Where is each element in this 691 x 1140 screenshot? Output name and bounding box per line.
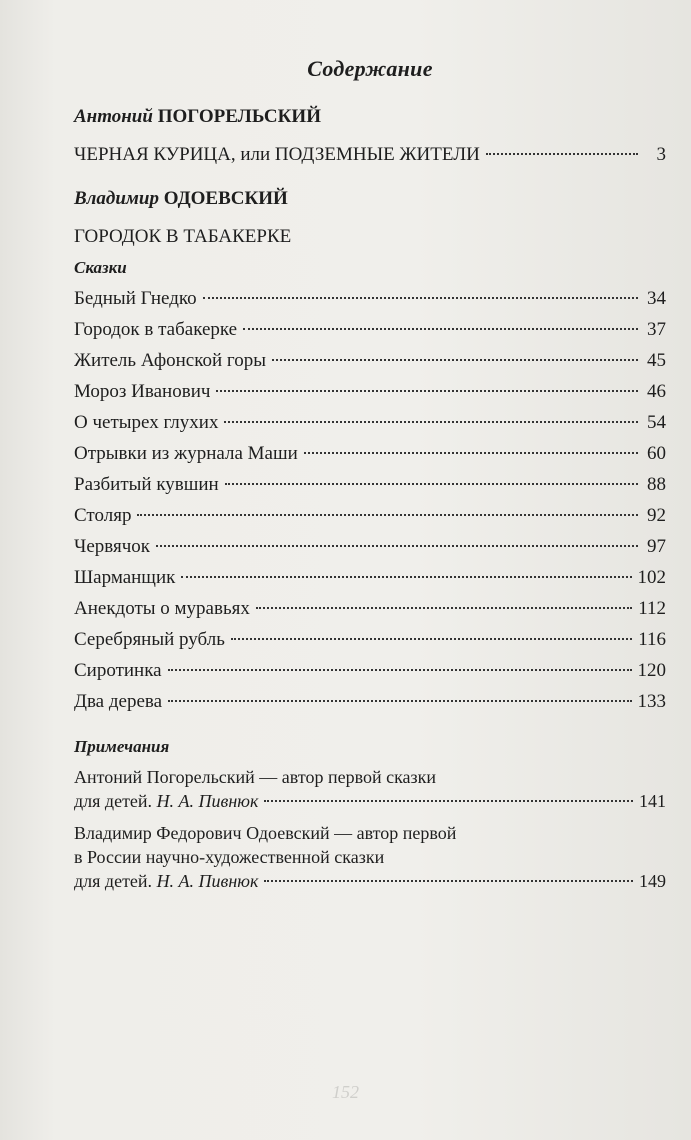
notes-label: Примечания — [74, 737, 170, 756]
dot-leader — [486, 153, 638, 155]
page-number: 152 — [332, 1082, 359, 1102]
page-title: Содержание — [307, 56, 433, 81]
entry-title: Сиротинка — [74, 660, 162, 681]
entry-page: 141 — [639, 791, 666, 811]
toc-entry[interactable] — [74, 627, 666, 653]
note-line-start — [74, 789, 258, 813]
note-line: Антоний Погорельский — автор первой сказки — [74, 767, 437, 787]
author-last-name: ОДОЕВСКИЙ — [163, 188, 288, 209]
author-heading — [74, 188, 666, 210]
entry-page: 34 — [647, 288, 666, 309]
note-line-start — [74, 869, 258, 893]
entry-title: Отрывки из журнала Маши — [74, 443, 298, 464]
entry-page: 112 — [638, 598, 666, 619]
author-first-name: Антоний — [74, 106, 153, 127]
dot-leader — [272, 359, 638, 361]
entry-title: Серебряный рубль — [74, 629, 225, 650]
entry-title: Городок в табакерке — [74, 319, 238, 340]
note-last-line — [74, 869, 666, 893]
toc-entry[interactable] — [74, 348, 666, 374]
entry-page: 120 — [637, 660, 666, 681]
author-first-name: Владимир — [74, 188, 159, 209]
entry-title: Столяр — [74, 505, 132, 526]
author-heading — [74, 106, 666, 128]
entry-page: 3 — [656, 144, 666, 165]
entry-title: Два дерева — [74, 691, 163, 712]
section-odoevsky — [74, 188, 666, 715]
note-plain: для детей. — [74, 791, 153, 811]
dot-leader — [168, 700, 631, 702]
entry-title: Червячок — [74, 536, 151, 557]
toc-entry[interactable] — [74, 142, 666, 168]
note-line: в России научно-художественной сказки — [74, 847, 385, 867]
entry-title: Разбитый кувшин — [74, 474, 219, 495]
note-last-line — [74, 789, 666, 813]
collection-title: ГОРОДОК В ТАБАКЕРКЕ — [74, 226, 292, 247]
entry-page: 45 — [647, 350, 666, 371]
toc-entry[interactable] — [74, 286, 666, 312]
entry-page: 60 — [647, 443, 666, 464]
entry-page: 102 — [637, 567, 666, 588]
note-entry[interactable] — [74, 821, 666, 893]
dot-leader — [256, 607, 632, 609]
toc-entry[interactable] — [74, 503, 666, 529]
author-last-name: ПОГОРЕЛЬСКИЙ — [157, 106, 321, 127]
toc-entry[interactable] — [74, 689, 666, 715]
toc-entry[interactable] — [74, 658, 666, 684]
entry-page: 88 — [647, 474, 666, 495]
toc-entry[interactable] — [74, 379, 666, 405]
dot-leader — [137, 514, 638, 516]
dot-leader — [264, 800, 633, 802]
dot-leader — [264, 880, 633, 882]
toc-entry[interactable] — [74, 410, 666, 436]
toc-entry[interactable] — [74, 565, 666, 591]
subheading: Сказки — [74, 258, 127, 277]
dot-leader — [231, 638, 632, 640]
entry-page: 92 — [647, 505, 666, 526]
note-line: Владимир Федорович Одоевский — автор первой — [74, 823, 457, 843]
entry-page: 149 — [639, 871, 666, 891]
toc-entry[interactable] — [74, 317, 666, 343]
section-notes — [74, 735, 666, 893]
dot-leader — [203, 297, 638, 299]
dot-leader — [304, 452, 638, 454]
entry-title: О четырех глухих — [74, 412, 219, 433]
entry-title: Шарманщик — [74, 567, 176, 588]
entry-title: Мороз Иванович — [74, 381, 211, 402]
toc-entry[interactable] — [74, 441, 666, 467]
entry-title: Анекдоты о муравьях — [74, 598, 250, 619]
dot-leader — [216, 390, 638, 392]
toc-entry[interactable] — [74, 534, 666, 560]
dot-leader — [156, 545, 638, 547]
dot-leader — [181, 576, 631, 578]
toc-entry[interactable] — [74, 472, 666, 498]
dot-leader — [168, 669, 632, 671]
entry-page: 37 — [647, 319, 666, 340]
dot-leader — [243, 328, 638, 330]
section-pogorelsky — [74, 106, 666, 168]
dot-leader — [225, 483, 638, 485]
entry-page: 133 — [637, 691, 666, 712]
note-plain: для детей. — [74, 871, 153, 891]
dot-leader — [224, 421, 638, 423]
table-of-contents — [74, 56, 666, 913]
entry-page: 97 — [647, 536, 666, 557]
note-entry[interactable] — [74, 765, 666, 813]
entry-page: 116 — [638, 629, 666, 650]
entry-page: 46 — [647, 381, 666, 402]
entry-title: Житель Афонской горы — [74, 350, 267, 371]
entry-title: Бедный Гнедко — [74, 288, 197, 309]
toc-entry[interactable] — [74, 596, 666, 622]
entry-page: 54 — [647, 412, 666, 433]
entry-title: ЧЕРНАЯ КУРИЦА, или ПОДЗЕМНЫЕ ЖИТЕЛИ — [74, 144, 480, 165]
note-author: Н. А. Пивнюк — [156, 791, 259, 811]
note-author: Н. А. Пивнюк — [156, 871, 259, 891]
